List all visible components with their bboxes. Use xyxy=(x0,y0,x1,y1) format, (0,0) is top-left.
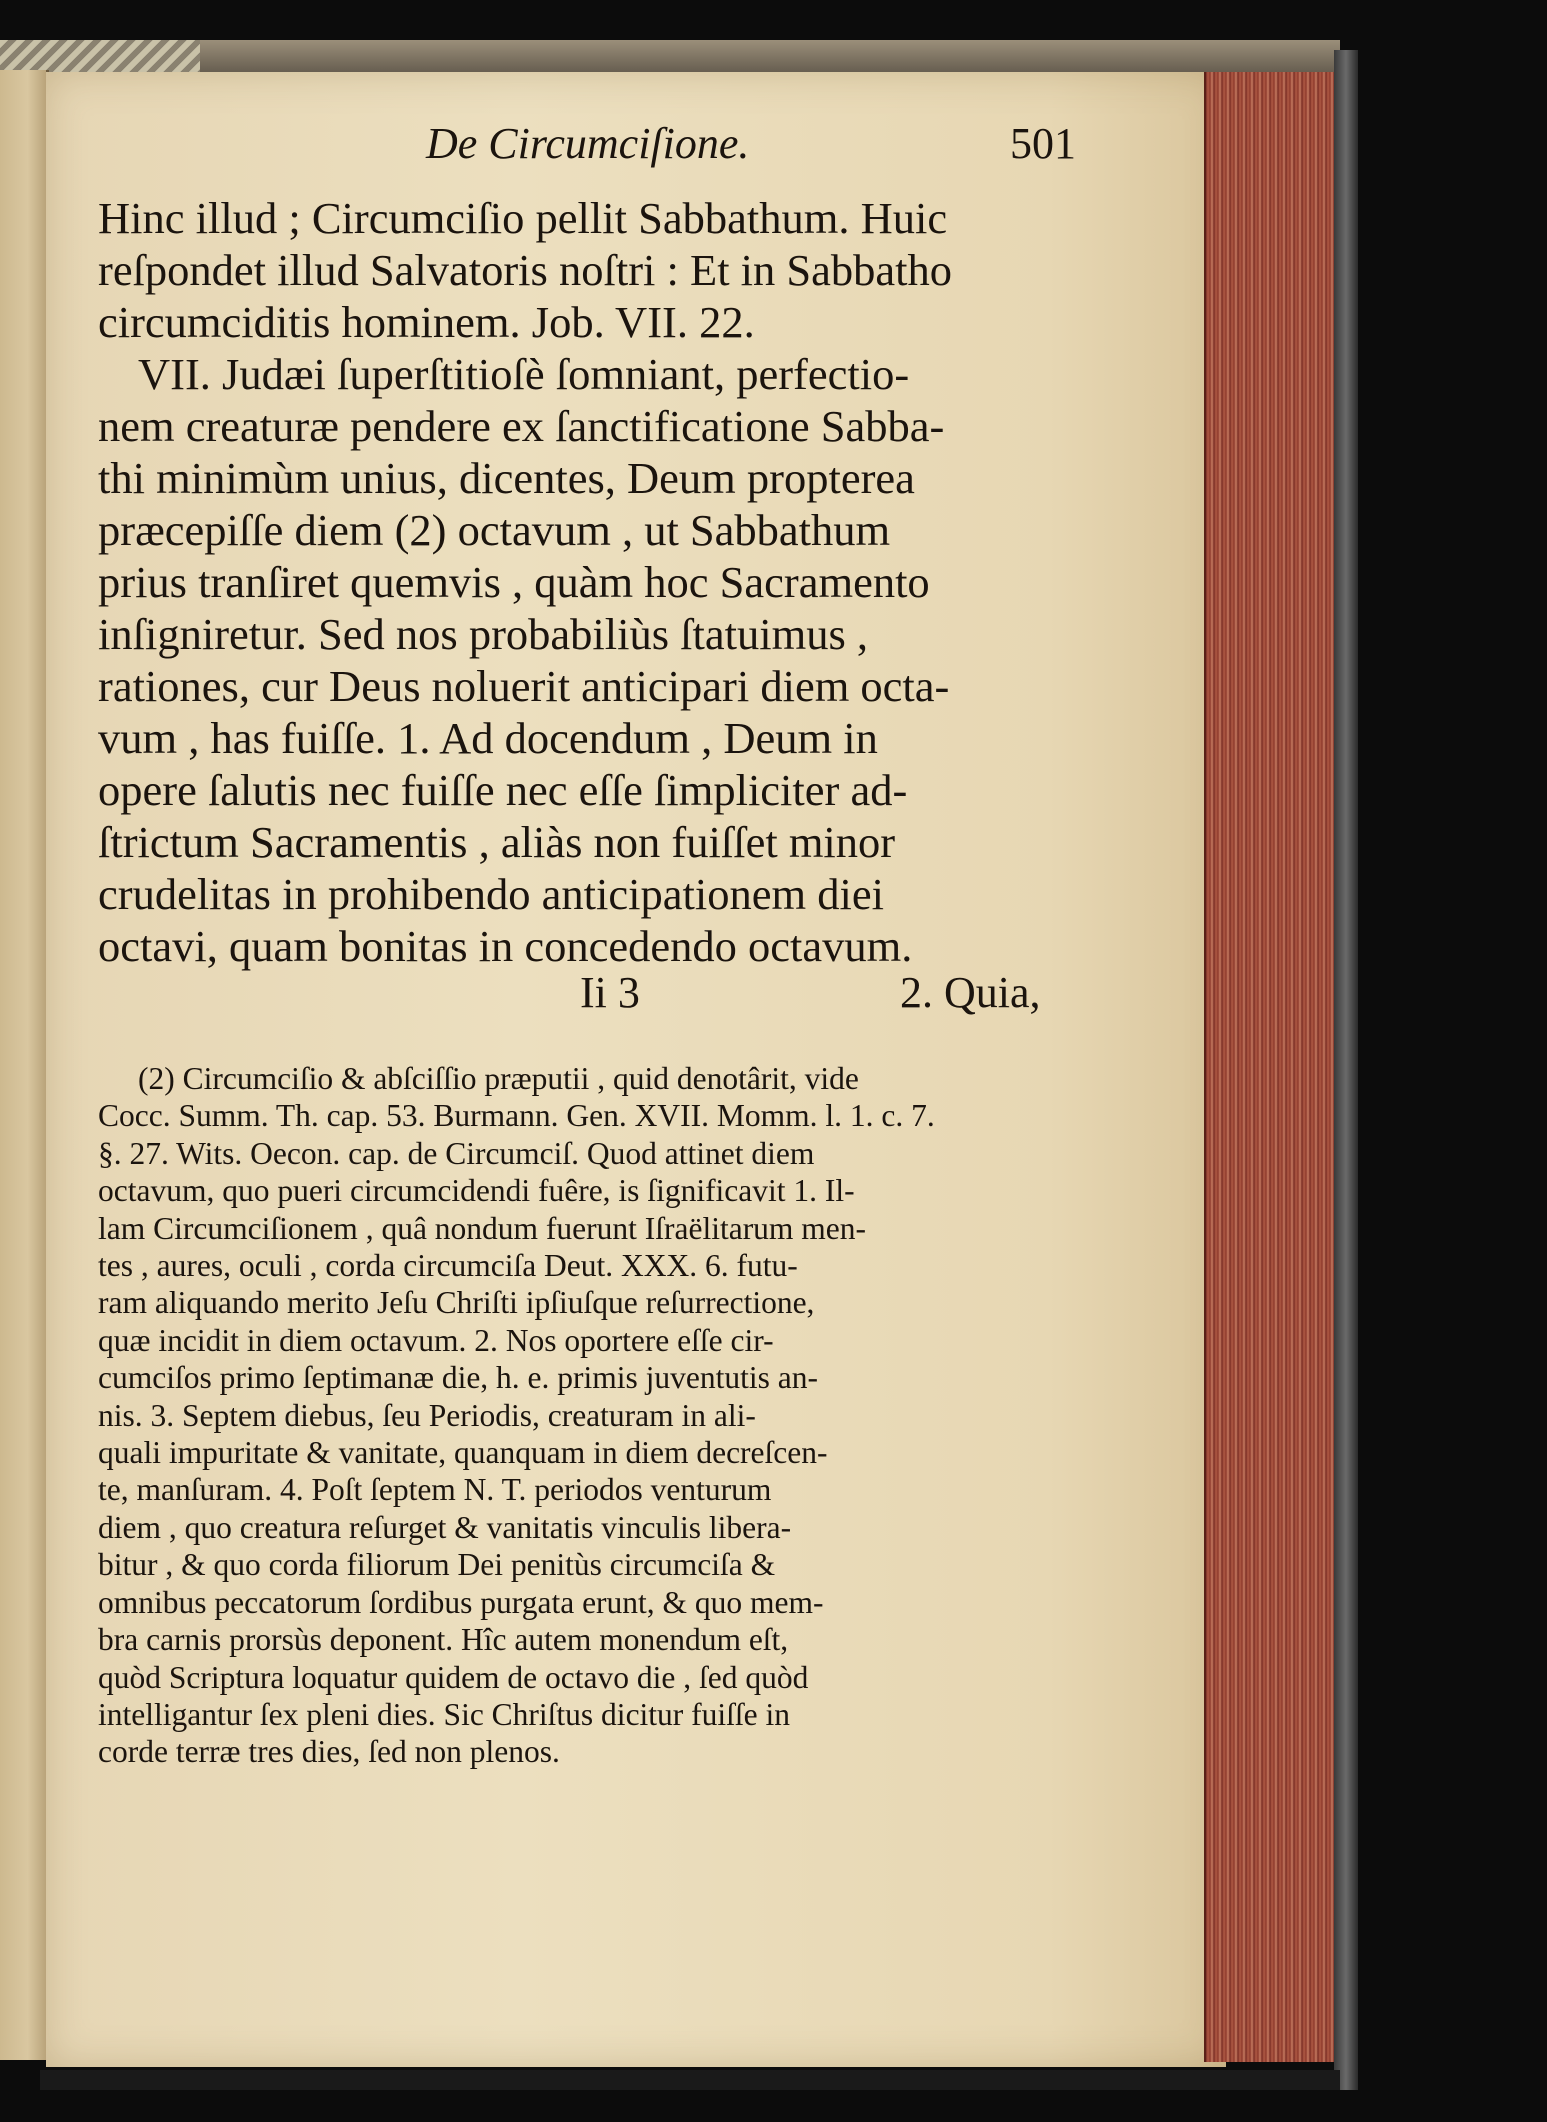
text-line: ſtrictum Sacramentis , aliàs non fuiſſet minor xyxy=(98,817,896,867)
footnote-line: te, manſuram. 4. Poſt ſeptem N. T. periodos venturum xyxy=(98,1472,772,1508)
catchword: 2. Quia, xyxy=(900,968,1041,1017)
text-line: reſpondet illud Salvatoris noſtri : Et in Sabbatho xyxy=(98,245,953,295)
footnote-line: §. 27. Wits. Oecon. cap. de Circumciſ. Quod attinet diem xyxy=(98,1135,815,1171)
text-line: thi minimùm unius, dicentes, Deum propterea xyxy=(98,453,915,503)
text-line: crudelitas in prohibendo anticipationem diei xyxy=(98,869,884,919)
page-number: 501 xyxy=(1010,119,1076,168)
signature-mark: Ii 3 xyxy=(580,968,640,1017)
footnote-line: lam Circumciſionem , quâ nondum fuerunt Iſraëlitarum men- xyxy=(98,1210,867,1246)
text-line: nem creaturæ pendere ex ſanctificatione Sabba- xyxy=(98,401,945,451)
left-page-edge xyxy=(0,70,49,2060)
footnote-line: quæ incidit in diem octavum. 2. Nos oportere eſſe cir- xyxy=(98,1322,774,1358)
main-text xyxy=(98,192,1068,972)
footnote-line: (2) Circumciſio & abſciſſio præputii , quid denotârit, vide xyxy=(138,1061,859,1096)
text-line: prius tranſiret quemvis , quàm hoc Sacramento xyxy=(98,557,930,607)
footnote-line: cumciſos primo ſeptimanæ die, h. e. primis juventutis an- xyxy=(98,1360,819,1396)
footnote-line: diem , quo creatura reſurget & vanitatis vinculis libera- xyxy=(98,1509,792,1545)
text-line: octavi, quam bonitas in concedendo octavum. xyxy=(98,921,913,971)
running-head-title: De Circumciſione. xyxy=(426,119,750,168)
footnote-line: nis. 3. Septem diebus, ſeu Periodis, creaturam in ali- xyxy=(98,1397,756,1433)
footnote-line: Cocc. Summ. Th. cap. 53. Burmann. Gen. XVII. Momm. l. 1. c. 7. xyxy=(98,1098,935,1134)
text-line: rationes, cur Deus noluerit anticipari diem octa- xyxy=(98,661,950,711)
page-edges xyxy=(1204,72,1336,2062)
book-bottom-edge xyxy=(40,2070,1340,2090)
footnote-line: bra carnis prorsùs deponent. Hîc autem monendum eſt, xyxy=(98,1622,789,1658)
footnote-line: ram aliquando merito Jeſu Chriſti ipſiuſque reſurrectione, xyxy=(98,1285,815,1321)
footnote-line: tes , aures, oculi , corda circumciſa Deut. XXX. 6. futu- xyxy=(98,1248,798,1284)
footnote-line: quòd Scriptura loquatur quidem de octavo die , ſed quòd xyxy=(98,1659,809,1695)
text-line: vum , has fuiſſe. 1. Ad docendum , Deum in xyxy=(98,713,878,763)
footnote xyxy=(98,1060,1068,1771)
text-line: Hinc illud ; Circumciſio pellit Sabbathum. Huic xyxy=(98,193,948,243)
footnote-line: corde terræ tres dies, ſed non plenos. xyxy=(98,1734,560,1770)
footnote-line: omnibus peccatorum ſordibus purgata erunt, & quo mem- xyxy=(98,1584,824,1620)
text-line: VII. Judæi ſuperſtitioſè ſomniant, perfectio- xyxy=(138,349,910,399)
running-head xyxy=(46,118,1076,178)
text-line: inſigniretur. Sed nos probabiliùs ſtatuimus , xyxy=(98,609,869,659)
footnote-line: intelligantur ſex pleni dies. Sic Chriſtus dicitur fuiſſe in xyxy=(98,1696,791,1732)
text-line: opere ſalutis nec fuiſſe nec eſſe ſimpliciter ad- xyxy=(98,765,908,815)
text-line: circumciditis hominem. Job. VII. 22. xyxy=(98,297,755,347)
footnote-line: bitur , & quo corda filiorum Dei penitùs circumciſa & xyxy=(98,1547,776,1583)
footnote-line: octavum, quo pueri circumcidendi fuêre, is ſignificavit 1. Il- xyxy=(98,1173,855,1209)
footnote-line: quali impuritate & vanitate, quanquam in diem decreſcen- xyxy=(98,1435,828,1471)
text-line: præcepiſſe diem (2) octavum , ut Sabbathum xyxy=(98,505,891,555)
book-cover-board xyxy=(1334,50,1358,2090)
